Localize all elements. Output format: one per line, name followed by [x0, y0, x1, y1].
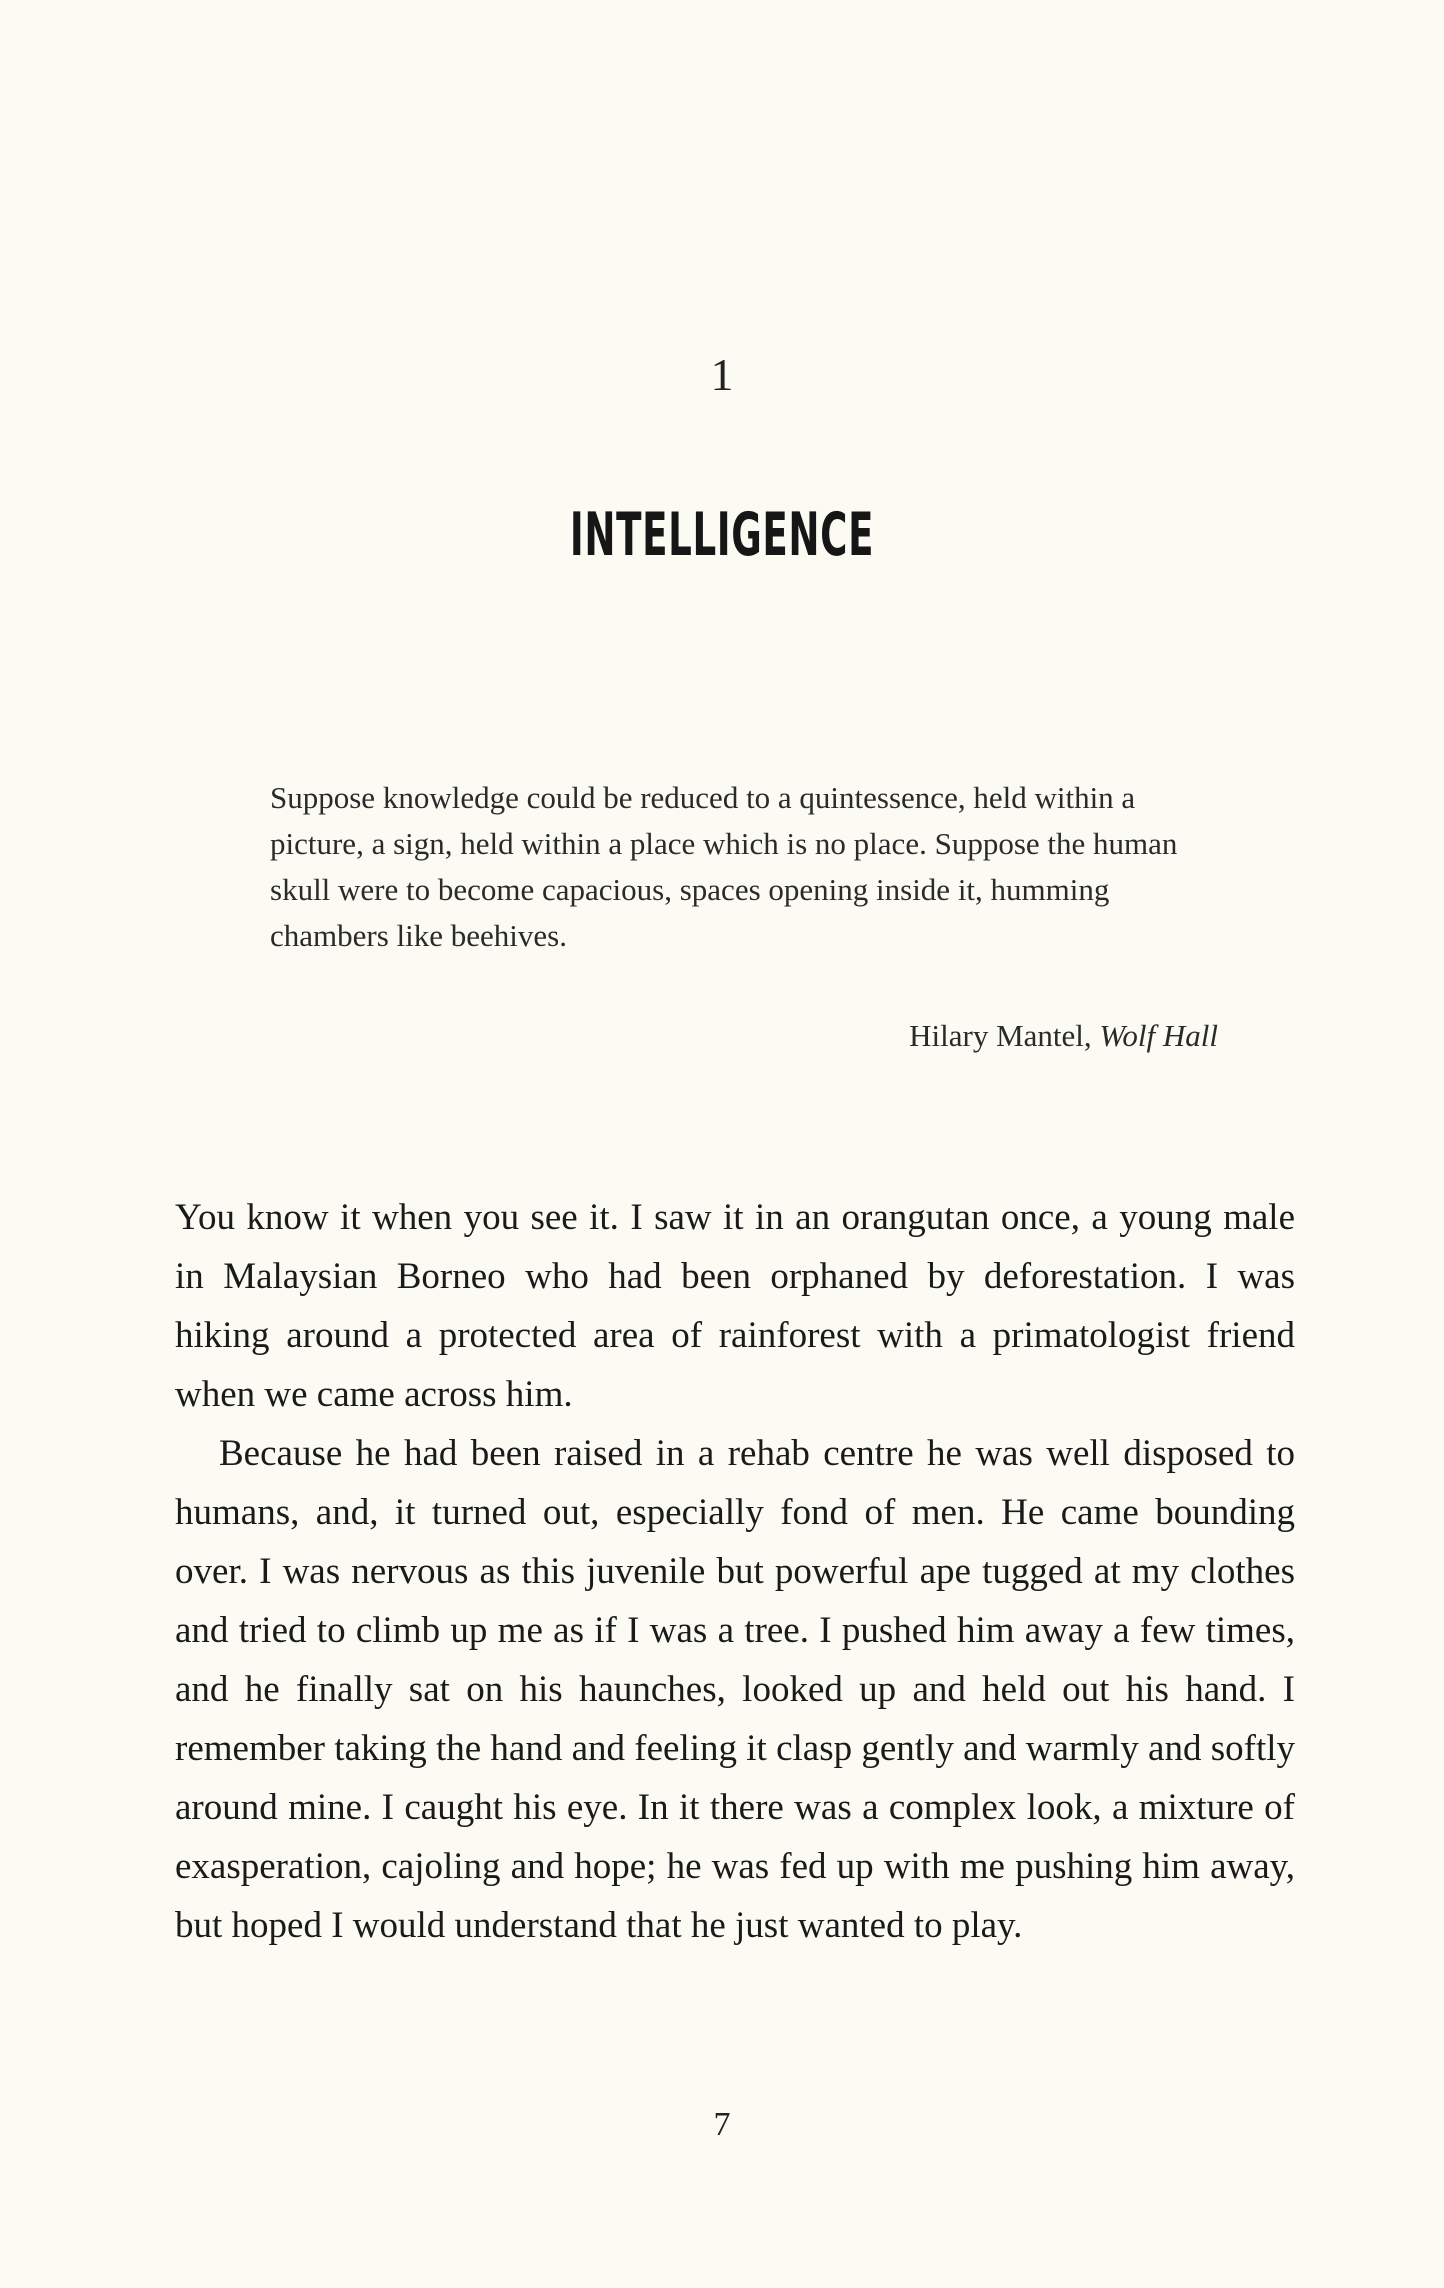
epigraph-text: Suppose knowledge could be reduced to a quintessence, held within a picture, a sign, held within a place which is no place. Suppose the human skull were to become capacious, spaces opening inside it, humming chambers like beehives. — [270, 780, 1178, 953]
epigraph-work-title: Wolf Hall — [1099, 1018, 1218, 1053]
chapter-number: 1 — [710, 349, 734, 400]
epigraph-author: Hilary Mantel, — [909, 1018, 1092, 1053]
paragraph-2: Because he had been raised in a rehab centre he was well disposed to humans, and, it turned out, especially fond of men. He came bounding over. I was nervous as this juvenile but powerful ape tugged at my clothes and tried to climb up me as if I was a tree. I pushed him away a few times, and he finally sat on his haunches, looked up and held out his hand. I remember taking the hand and feeling it clasp gently and warmly and softly around mine. I caught his eye. In it there was a complex look, a mixture of exasperation, cajoling and hope; he was fed up with me pushing him away, but hoped I would understand that he just wanted to play. — [175, 1433, 1295, 1946]
body-text — [175, 1188, 1295, 1955]
epigraph-attribution — [909, 1013, 1218, 1059]
page-number: 7 — [713, 2106, 731, 2143]
chapter-title: INTELLIGENCE — [569, 500, 875, 570]
epigraph — [270, 775, 1210, 959]
paragraph-1: You know it when you see it. I saw it in an orangutan once, a young male in Malaysian Borneo who had been orphaned by deforestation. I was hiking around a protected area of rainforest with a primatologist friend when we came across him. — [175, 1197, 1295, 1415]
